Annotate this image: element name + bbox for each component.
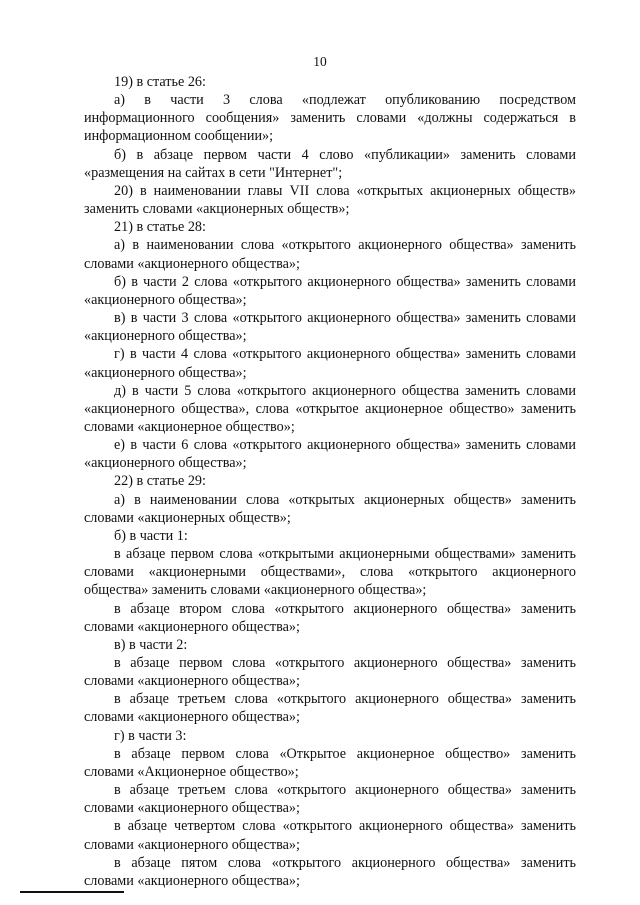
paragraph-clause: в абзаце втором слова «открытого акционерного общества» заменить словами «акционерного общества»; bbox=[84, 600, 576, 635]
paragraph-item-21: 21) в статье 28: bbox=[114, 219, 206, 236]
paragraph-subitem: а) в наименовании слова «открытых акционерных обществ» заменить словами «акционерных обществ»; bbox=[84, 491, 576, 526]
paragraph-clause: в абзаце третьем слова «открытого акционерного общества» заменить словами «акционерного общества»; bbox=[84, 691, 576, 726]
paragraph-subitem: б) в части 2 слова «открытого акционерного общества» заменить словами «акционерного общества»; bbox=[84, 273, 576, 308]
document-body bbox=[84, 73, 576, 890]
paragraph-subitem: а) в части 3 слова «подлежат опубликованию посредством информационного сообщения» заменить словами «должны содержаться в информационном сообщении»; bbox=[84, 92, 576, 145]
paragraph-subitem: в) в части 2: bbox=[114, 636, 188, 653]
paragraph-item-22: 22) в статье 29: bbox=[114, 473, 206, 490]
paragraph-subitem: е) в части 6 слова «открытого акционерного общества» заменить словами «акционерного общества»; bbox=[84, 437, 576, 472]
paragraph-item-19: 19) в статье 26: bbox=[114, 74, 206, 90]
paragraph-clause: в абзаце первом слова «открытого акционерного общества» заменить словами «акционерного общества»; bbox=[84, 655, 576, 690]
paragraph-subitem: б) в абзаце первом части 4 слово «публикации» заменить словами «размещения на сайтах в сети "Интернет"; bbox=[84, 146, 576, 181]
paragraph-clause: в абзаце четвертом слова «открытого акционерного общества» заменить словами «акционерного общества»; bbox=[84, 818, 576, 853]
paragraph-clause: в абзаце третьем слова «открытого акционерного общества» заменить словами «акционерного общества»; bbox=[84, 782, 576, 817]
footer-divider bbox=[20, 891, 124, 893]
paragraph-subitem: г) в части 4 слова «открытого акционерного общества» заменить словами «акционерного общества»; bbox=[84, 346, 576, 381]
paragraph-subitem: а) в наименовании слова «открытого акционерного общества» заменить словами «акционерного общества»; bbox=[84, 237, 576, 272]
paragraph-subitem: г) в части 3: bbox=[114, 727, 187, 744]
paragraph-clause: в абзаце пятом слова «открытого акционерного общества» заменить словами «акционерного общества»; bbox=[84, 854, 576, 889]
paragraph-clause: в абзаце первом слова «открытыми акционерными обществами» заменить словами «акционерными обществами», слова «открытого акционерного общества» заменить словами «акционерного общества»; bbox=[84, 546, 576, 599]
paragraph-subitem: б) в части 1: bbox=[114, 527, 188, 544]
page-number: 10 bbox=[313, 54, 327, 69]
paragraph-item-20: 20) в наименовании главы VII слова «открытых акционерных обществ» заменить словами «акционерных обществ»; bbox=[84, 182, 576, 218]
paragraph-clause: в абзаце первом слова «Открытое акционерное общество» заменить словами «Акционерное общество»; bbox=[84, 745, 576, 780]
paragraph-subitem: д) в части 5 слова «открытого акционерного общества заменить словами «акционерного общества», слова «открытое акционерное общество» заменить словами «акционерное общество»; bbox=[84, 382, 576, 435]
paragraph-subitem: в) в части 3 слова «открытого акционерного общества» заменить словами «акционерного общества»; bbox=[84, 310, 576, 345]
